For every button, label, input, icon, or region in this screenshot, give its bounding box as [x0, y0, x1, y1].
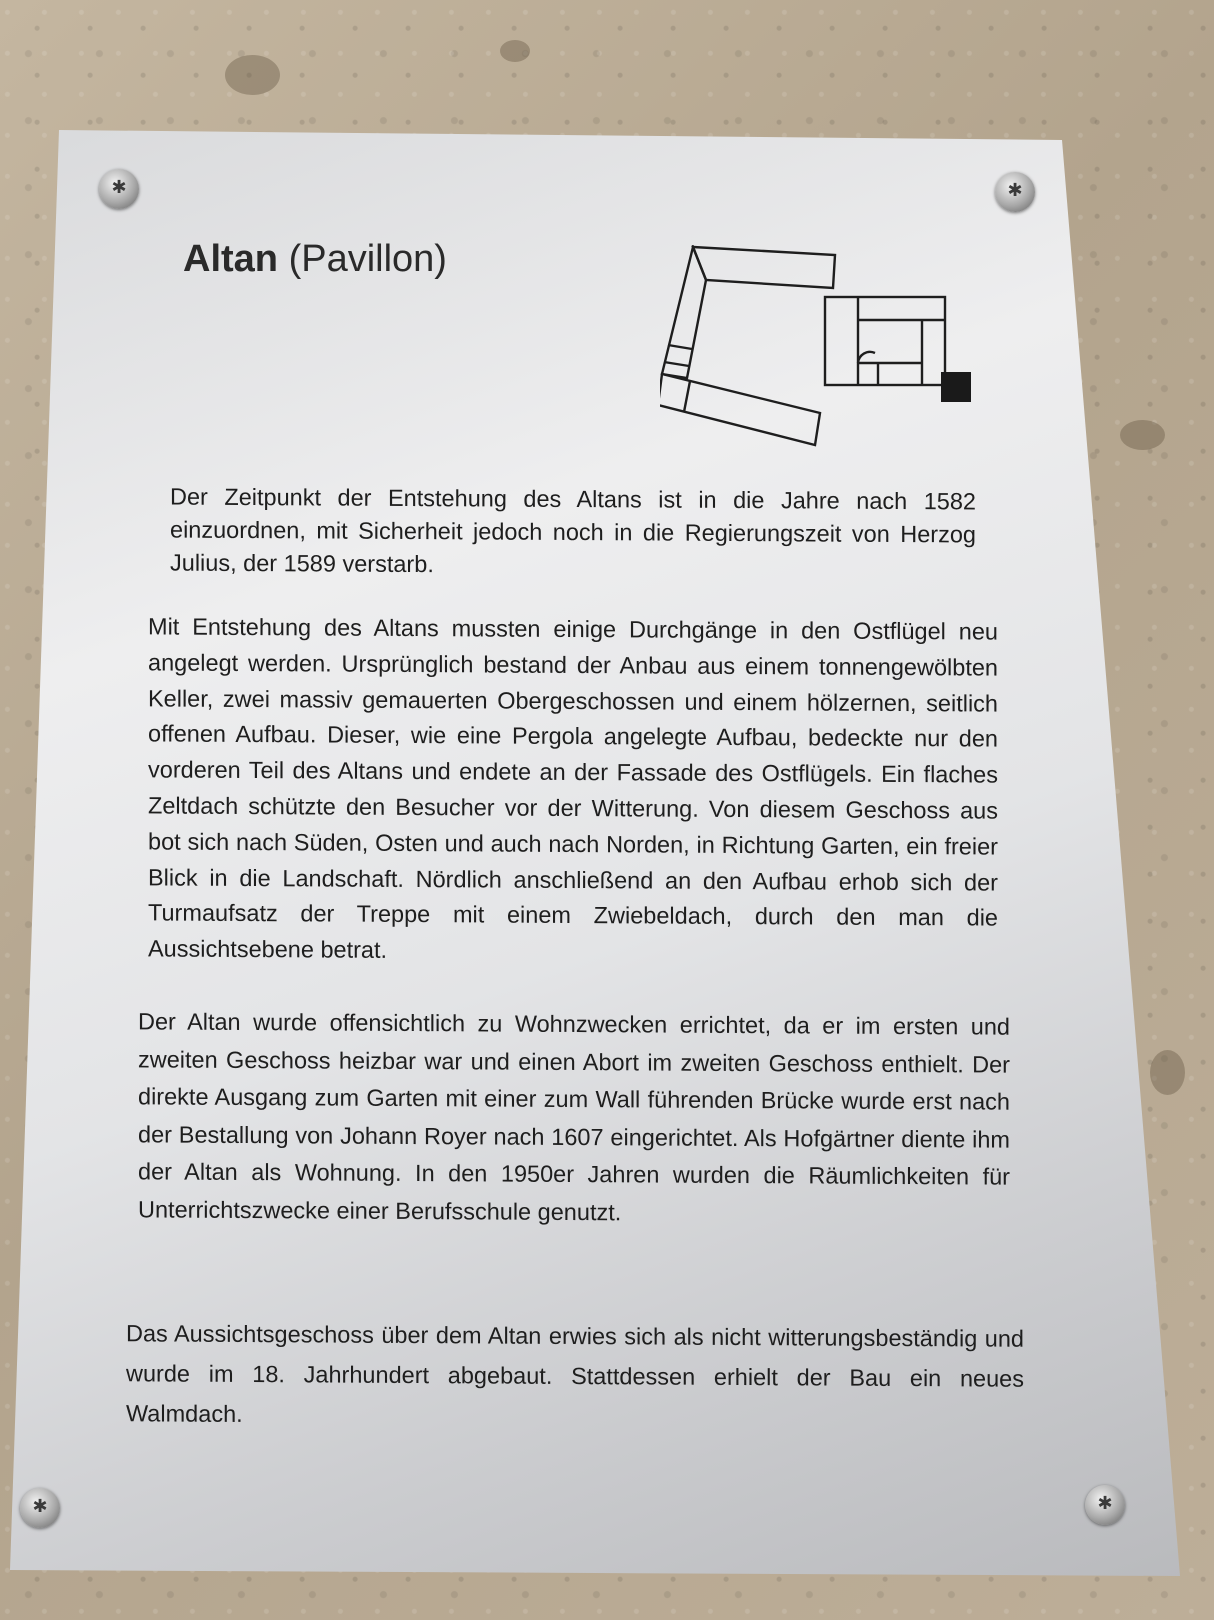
screw-icon: ✱ — [20, 1488, 60, 1528]
paragraph-residence: Der Altan wurde offensichtlich zu Wohnzwecken errichtet, da er im ersten und zweiten Geschoss heizbar war und einen Abort im zweiten Geschoss enthielt. Der direkte Ausgang zum Garten mit einer zum Wall führenden Brücke wurde erst nach der Bestallung von Johann Royer nach 1607 eingerichtet. Als Hofgärtner diente ihm der Altan als Wohnung. In den 1950er Jahren wurden die Räumlichkeiten für Unterrichtszwecke einer Berufsschule genutzt. — [138, 1008, 1010, 1225]
paragraph-construction: Mit Entstehung des Altans mussten einige Durchgänge in den Ostflügel neu angelegt werden. Ursprünglich bestand der Anbau aus einem tonnengewölbten Keller, zwei massiv gemauerten Obergeschossen und einem hölzernen, seitlich offenen Aufbau. Dieser, wie eine Pergola angelegte Aufbau, bedeckte nur den vorderen Teil des Altans und endete an der Fassade des Ostflügels. Ein flaches Zeltdach schützte den Besucher vor der Witterung. Von diesem Geschoss aus bot sich nach Süden, Osten und auch nach Norden, in Richtung Garten, ein freier Blick in die Landschaft. Nördlich anschließend an den Aufbau erhob sich der Turmaufsatz der Treppe mit einem Zwiebeldach, durch den man die Aussichtsebene betrat. — [148, 613, 998, 964]
wall-blemish — [1120, 420, 1165, 450]
wall-blemish — [225, 55, 280, 95]
screw-icon: ✱ — [1085, 1485, 1125, 1525]
screw-icon: ✱ — [99, 169, 139, 209]
plan-north-wing — [693, 247, 835, 288]
plan-stair — [858, 352, 875, 363]
screw-icon: ✱ — [995, 172, 1035, 212]
plan-divider — [684, 381, 690, 412]
plan-west-wing — [662, 247, 706, 378]
floor-plan-diagram — [660, 245, 980, 450]
plan-east-building — [825, 297, 945, 385]
wall-blemish — [500, 40, 530, 62]
wall-blemish — [1150, 1050, 1185, 1095]
plan-divider — [664, 362, 689, 366]
title-sub: (Pavillon) — [288, 238, 447, 280]
paragraph-roof: Das Aussichtsgeschoss über dem Altan erwies sich als nicht witterungsbeständig und wurde im 18. Jahrhundert abgebaut. Stattdessen erhielt der Bau ein neues Walmdach. — [126, 1320, 1024, 1427]
sign-title — [183, 238, 447, 281]
plan-divider — [668, 345, 692, 349]
title-main: Altan — [183, 238, 278, 280]
paragraph-history: Der Zeitpunkt der Entstehung des Altans ist in die Jahre nach 1582 einzuordnen, mit Sicherheit jedoch noch in die Regierungszeit von Herzog Julius, der 1589 verstarb. — [170, 483, 976, 578]
plan-altan-marker — [941, 372, 971, 402]
